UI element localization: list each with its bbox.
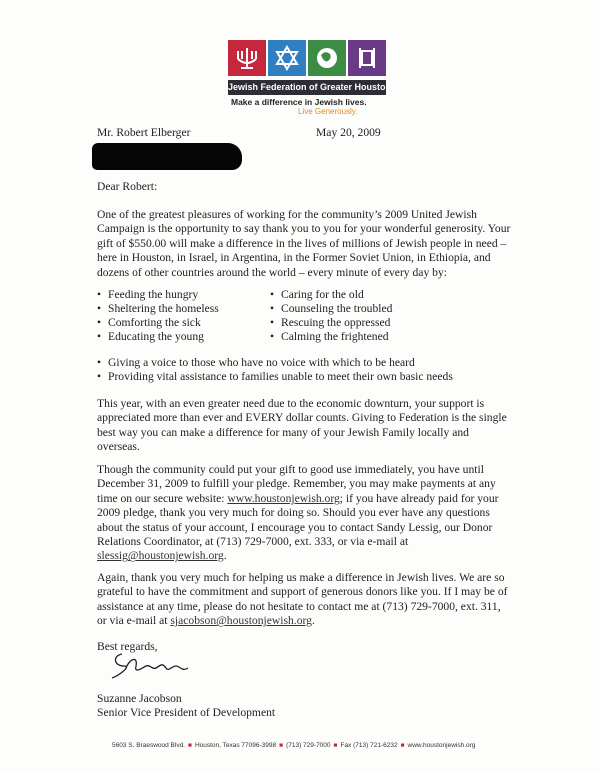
handwritten-signature	[108, 646, 204, 684]
recipient-name: Mr. Robert Elberger	[97, 126, 191, 139]
footer-fax: Fax (713) 721-6232	[340, 742, 398, 749]
menorah-icon	[228, 40, 266, 76]
bullet-full-2: • Providing vital assistance to families unable to meet their own basic needs	[97, 370, 453, 383]
closing: Best regards,	[97, 640, 158, 653]
signature-name: Suzanne Jacobson	[97, 692, 182, 705]
torah-icon	[348, 40, 386, 76]
paragraph-pledge: Though the community could put your gift to good use immediately, you have until December 31, 2009 to fulfill your pledge. Remember, you may make payments at any time on our secure website: www.houstonjewish.org; if you have already paid for your 2009 pledge, thank you very much for doing so. Should you ever have any questions about the status of your account, I encourage you to contact Sandy Lessig, our Donor Relations Coordinator, at (713) 729-7000, ext. 333, or via e-mail at slessig@houstonjewish.org.	[97, 463, 499, 563]
paragraph-economic-downturn: This year, with an even greater need due to the economic downturn, your support is appreciated more than ever and EVERY dollar counts. Giving to Federation is the single best way you can make a difference for many of your Jewish Family locally and overseas.	[97, 397, 507, 454]
bullet-left-1: • Feeding the hungry	[97, 288, 199, 301]
bullet-left-2: • Sheltering the homeless	[97, 302, 219, 315]
website-link[interactable]: www.houstonjewish.org	[227, 491, 340, 505]
intro-text: One of the greatest pleasures of working for the community’s 2009 United Jewish Campaign is the opportunity to say thank you to you for your wonderful generosity. Your gift of $550.00 will make a difference in the lives of millions of Jewish people in need – here in Houston, in Israel, in Argentina, in the Former Soviet Union, in Ethiopia, and dozens of other countries around the world – every minute of every day by:	[97, 208, 511, 279]
logo-tagline: Make a difference in Jewish lives.	[231, 97, 367, 107]
logo-org-name: Jewish Federation of Greater Houston	[228, 80, 386, 95]
bullet-left-4: • Educating the young	[97, 330, 204, 343]
bullet-right-2: • Counseling the troubled	[270, 302, 393, 315]
globe-icon	[308, 40, 346, 76]
footer-address: 5603 S. Braeswood Blvd.	[112, 742, 185, 749]
footer-web: www.houstonjewish.org	[407, 742, 476, 749]
logo-tiles	[228, 40, 386, 76]
bullet-left-3: • Comforting the sick	[97, 316, 201, 329]
redacted-address-block	[92, 143, 242, 170]
logo-tagline-live-generously: Live Generously.	[298, 107, 358, 116]
letterhead-footer: 5603 S. Braeswood Blvd. ■ Houston, Texas 77096-3998 ■ (713) 729-7000 ■ Fax (713) 721-6232 ■ www.houstonjewish.org	[112, 742, 476, 749]
salutation: Dear Robert:	[97, 180, 158, 193]
bullet-full-1: • Giving a voice to those who have no voice with which to be heard	[97, 356, 415, 369]
intro-paragraph	[97, 208, 512, 280]
bullet-right-1: • Caring for the old	[270, 288, 364, 301]
slessig-email-link[interactable]: slessig@houstonjewish.org	[97, 549, 224, 563]
footer-phone: (713) 729-7000	[286, 742, 331, 749]
bullet-right-4: • Calming the frightened	[270, 330, 389, 343]
signature-title: Senior Vice President of Development	[97, 706, 276, 719]
star-of-david-icon	[268, 40, 306, 76]
footer-city: Houston, Texas 77096-3998	[194, 742, 277, 749]
bullet-right-3: • Rescuing the oppressed	[270, 316, 391, 329]
letter-date: May 20, 2009	[316, 126, 381, 139]
sjacobson-email-link[interactable]: sjacobson@houstonjewish.org	[170, 614, 312, 628]
paragraph-thank-you: Again, thank you very much for helping us make a difference in Jewish lives. We are so grateful to have the commitment and support of generous donors like you. If I may be of assistance at any time, please do not hesitate to contact me at (713) 729-7000, ext. 311, or via e-mail at sjacobson@houstonjewish.org.	[97, 571, 508, 628]
federation-logo	[228, 40, 392, 116]
